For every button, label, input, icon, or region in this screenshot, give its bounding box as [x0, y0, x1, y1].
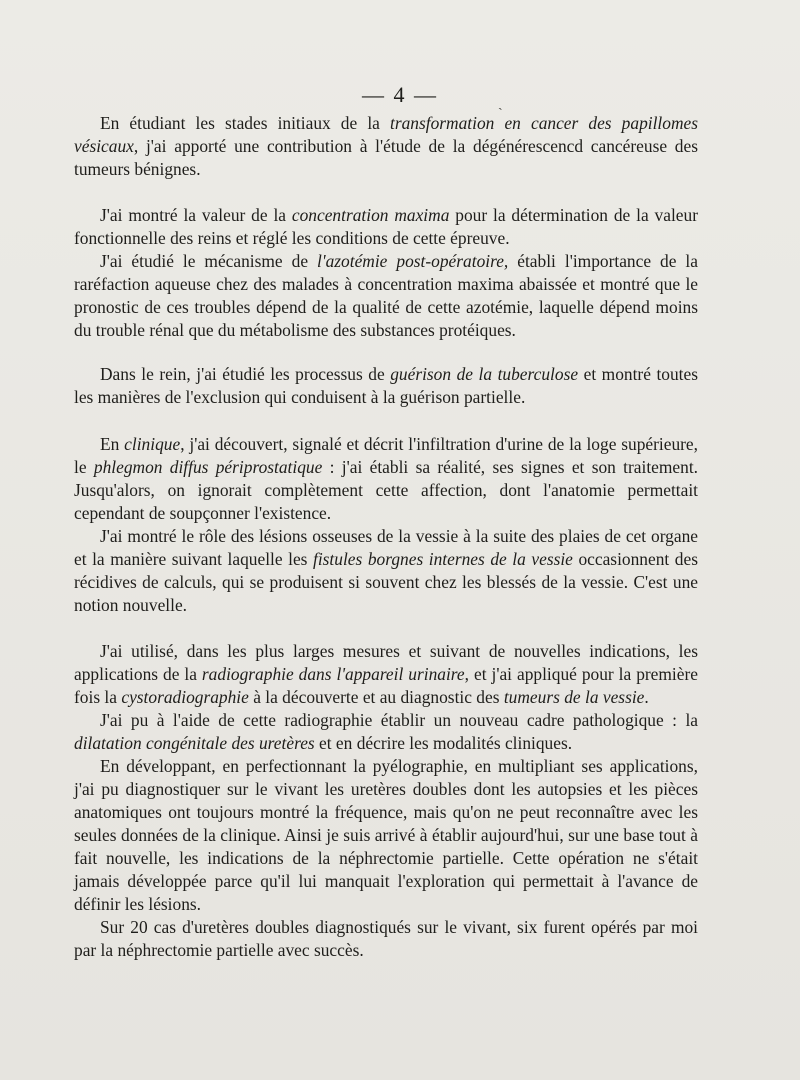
text-run: occasionnent des récidives de calculs, qui se produisent si souvent chez les blessés de la vessie. C'est une notion nouvelle.	[74, 549, 698, 615]
text-run: .	[644, 687, 649, 707]
text-run: , j'ai apporté une contribution à l'étude de la dégénérescencd cancéreuse des tumeurs bénignes.	[74, 136, 698, 179]
text-run: Dans le rein, j'ai étudié les processus de	[100, 364, 391, 384]
italic-term: tumeurs de la vessie	[503, 687, 645, 707]
paragraph-dilatation	[74, 709, 698, 755]
paragraph-concentration-maxima	[74, 204, 698, 250]
text-run: à la découverte et au diagnostic des	[248, 687, 504, 707]
body-text	[74, 112, 698, 962]
text-run: , et j'ai appliqué pour la première fois la	[74, 664, 698, 707]
text-run: : j'ai établi sa réalité, ses signes et son traitement. Jusqu'alors, on ignorait complètement cette affection, dont l'anatomie permettait cependant de soupçonner l'existence.	[74, 457, 699, 523]
paragraph-radiographie	[74, 640, 698, 709]
text-run: En développant, en perfectionnant la pyélographie, en multipliant ses applications, j'ai pu diagnostiquer sur le vivant les uretères doubles dont les autopsies et les pièces anatomiques ont toujours montré la fréquence, mais qu'on ne peut reconnaître avec les seules données de la clinique. Ainsi je suis arrivé à établir aujourd'hui, sur une base tout à fait nouvelle, les indications de la néphrectomie partielle. Cette opération ne s'était jamais développée parce qu'il lui manquait l'exploration qui permettait à l'avance de définir les lésions.	[74, 756, 698, 914]
text-run: J'ai montré la valeur de la	[100, 205, 292, 225]
paragraph-fistules	[74, 525, 698, 617]
italic-term: clinique	[124, 434, 181, 454]
text-run: En étudiant les stades initiaux de la	[100, 113, 390, 133]
paragraph-uretères-doubles	[74, 916, 698, 962]
text-run: J'ai montré le rôle des lésions osseuses de la vessie à la suite des plaies de cet organe et la manière suivant laquelle les	[74, 526, 698, 569]
page-number: — 4 —	[362, 82, 438, 107]
ink-speck: ˎ	[498, 96, 503, 111]
text-run: , j'ai découvert, signalé et décrit l'infiltration d'urine de la loge supérieure, le	[74, 434, 699, 477]
paragraph-pyelographie	[74, 755, 698, 916]
text-run: établi l'importance de la raréfaction aqueuse chez des malades à concentration maxima abaissée et montré que le pronostic de ces troubles dépend de la qualité de cette azotémie, laquelle dépend moins du trouble rénal que du métabolisme des substances protéiques.	[74, 251, 698, 340]
paragraph-azotemie	[74, 250, 698, 342]
italic-term: cystoradiographie	[121, 687, 249, 707]
paragraph-papillomas	[74, 112, 698, 181]
italic-term: concentration maxima	[291, 205, 450, 225]
italic-term: transformation en cancer des papillomes vésicaux	[74, 113, 698, 156]
text-run: J'ai pu à l'aide de cette radiographie établir un nouveau cadre pathologique : la	[100, 710, 698, 730]
text-run: J'ai étudié le mécanisme de	[100, 251, 318, 271]
italic-term: phlegmon diffus périprostatique	[93, 457, 323, 477]
text-run: pour la détermination de la valeur fonctionnelle des reins et réglé les conditions de cette épreuve.	[74, 205, 699, 248]
text-run: En	[100, 434, 125, 454]
italic-term: radiographie dans l'appareil urinaire	[201, 664, 465, 684]
italic-term: guérison de la tuberculose	[390, 364, 579, 384]
text-run: et en décrire les modalités cliniques.	[314, 733, 573, 753]
paragraph-tuberculose	[74, 363, 698, 409]
italic-term: dilatation congénitale des uretères	[74, 733, 315, 753]
text-run: Sur 20 cas d'uretères doubles diagnostiqués sur le vivant, six furent opérés par moi par la néphrectomie partielle avec succès.	[74, 917, 698, 960]
text-run: et montré toutes les manières de l'exclusion qui conduisent à la guérison partielle.	[74, 364, 698, 407]
text-run: J'ai utilisé, dans les plus larges mesures et suivant de nouvelles indications, les applications de la	[74, 641, 698, 684]
italic-term: l'azotémie post-opératoire,	[317, 251, 509, 271]
italic-term: fistules borgnes internes de la vessie	[313, 549, 573, 569]
paragraph-clinique	[74, 433, 698, 525]
